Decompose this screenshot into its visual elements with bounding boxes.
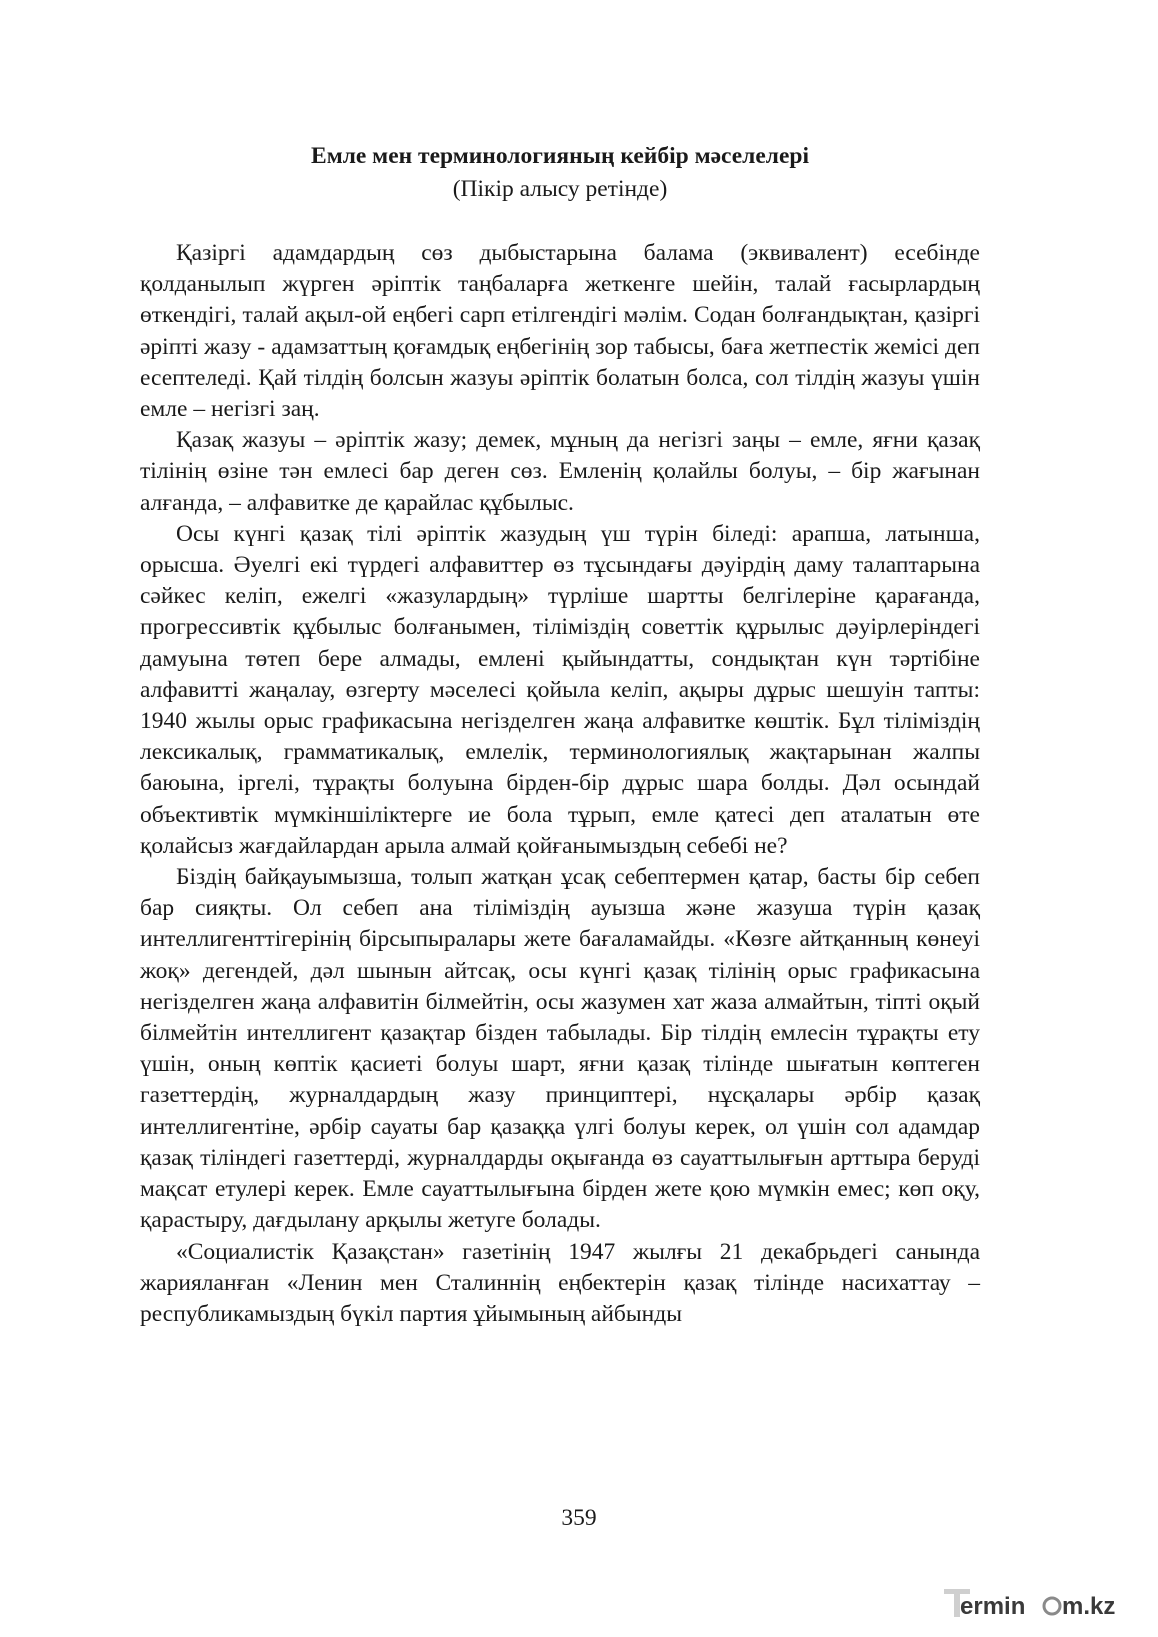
paragraph-1: Қазіргі адамдардың сөз дыбыстарына балама (эквивалент) есебінде қолданылып жүрген әріптік таңбаларға жеткенге шейін, талай ғасырлардың өткендігі, талай ақыл-ой еңбегі сарп етілгендігі мәлім. Содан болғандықтан, қазіргі әріпті жазу - адамзаттың қоғамдық еңбегінің зор табысы, баға жетпестік жемісі деп есептеледі. Қай тілдің болсын жазуы әріптік болатын болса, сол тілдің жазуы үшін емле – негізгі заң.: [140, 240, 980, 423]
document-subtitle: (Пікір алысу ретінде): [452, 176, 668, 202]
termincom-logo: [940, 1583, 1140, 1623]
paragraph-3: Осы күнгі қазақ тілі әріптік жазудың үш түрін біледі: арапша, латынша, орысша. Әуелгі екі түрдегі алфавиттер өз тұсындағы дәуірдің даму талаптарына сәйкес келіп, ежелгі «жазулардың» түрліше шартты белгілеріне қарағанда, прогрессивтік құбылыс болғанымен, тіліміздің советтік құрылыс дәуірлеріндегі дамуына төтеп бере алмады, емлені қыйындатты, сондықтан күн тәртібіне алфавитті жаңалау, өзгерту мәселесі қойыла келіп, ақыры дұрыс шешуін тапты: 1940 жылы орыс графикасына негізделген жаңа алфавитке көштік. Бұл тіліміздің лексикалық, грамматикалық, емлелік, терминологиялық жақтарынан жалпы баюына, іргелі, тұрақты болуына бірден-бір дұрыс шара болды. Дәл осындай объективтік мүмкіншіліктерге ие бола тұрып, емле қатесі деп аталатын өте қолайсыз жағдайлардан арыла алмай қойғанымыздың себебі не?: [140, 520, 980, 859]
logo-text-part-2: m.kz: [1062, 1593, 1116, 1620]
page-number: 359: [561, 1505, 597, 1531]
paragraph-2: Қазақ жазуы – әріптік жазу; демек, мұның да негізгі заңы – емле, яғни қазақ тілінің өзіне тән емлесі бар деген сөз. Емленің қолайлы болуы, – бір жағынан алғанда, – алфавитке де қарайлас құбылыс.: [140, 427, 980, 516]
paragraph-5: «Социалистік Қазақстан» газетінің 1947 жылғы 21 декабрьдегі санында жарияланған «Ленин мен Сталиннің еңбектерін қазақ тілінде насихаттау – республикамыздың бүкіл партия ұйымының айбынды: [140, 1238, 980, 1327]
document-page: [140, 140, 980, 1330]
paragraph-4: Біздің байқауымызша, толып жатқан ұсақ себептермен қатар, басты бір себеп бар сияқты. Ол себеп ана тіліміздің ауызша және жазуша түрін қазақ интеллигенттігерінің бірсыпыралары жете бағаламайды. «Көзге айтқанның көнеуі жоқ» дегендей, дәл шынын айтсақ, осы күнгі қазақ тілінің орыс графикасына негізделген жаңа алфавитін білмейтін, осы жазумен хат жаза алмайтын, тіпті оқый білмейтін интеллигент қазақтар бізден табылады. Бір тілдің емлесін тұрақты ету үшін, оның көптік қасиеті болуы шарт, яғни қазақ тілінде шығатын көптеген газеттердің, журналдардың жазу принциптері, нұсқалары әрбір қазақ интеллигентіне, әрбір сауаты бар қазаққа үлгі болуы керек, ол үшін сол адамдар қазақ тіліндегі газеттерді, журналдарды оқығанда өз сауаттылығын арттыра беруді мақсат етулері керек. Емле сауаттылығына бірден жете қою мүмкін емес; көп оқу, қарастыру, дағдылану арқылы жетуге болады.: [140, 864, 980, 1234]
logo-ring-icon: [1044, 1598, 1060, 1614]
logo-text-part-1: ermin: [960, 1593, 1026, 1620]
document-title: Емле мен терминологияның кейбір мәселелері: [311, 143, 809, 169]
